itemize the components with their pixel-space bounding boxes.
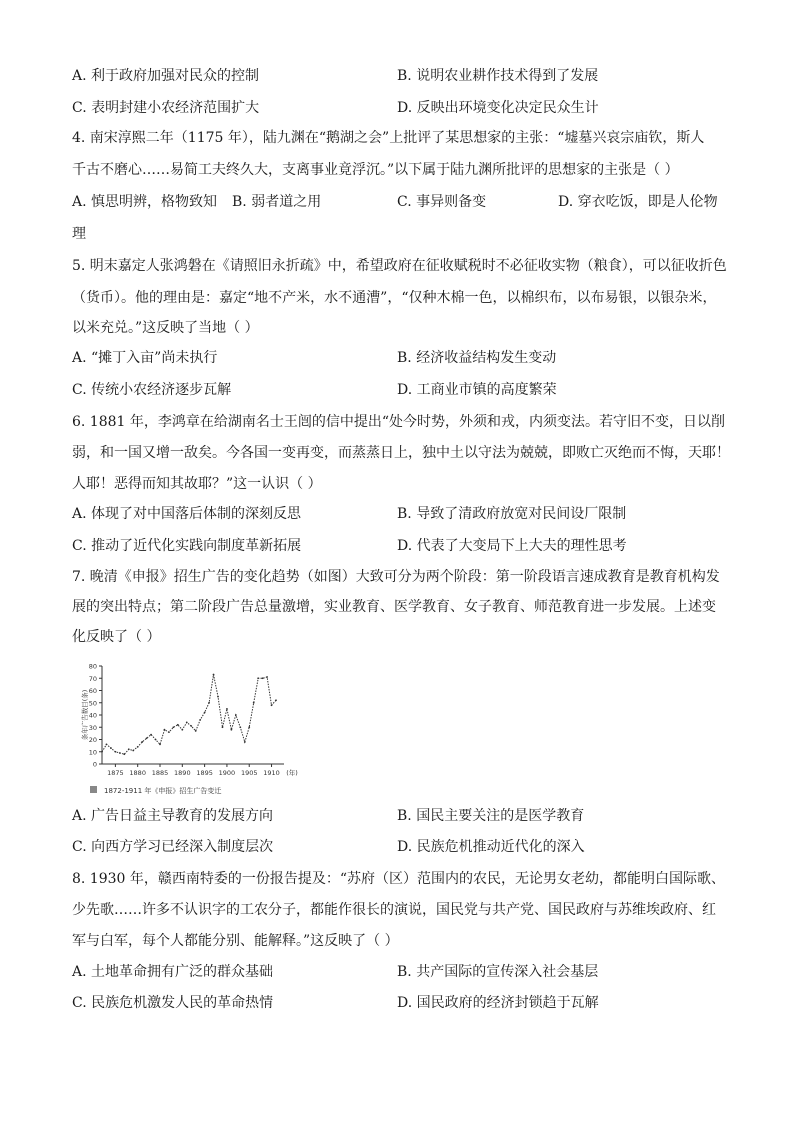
data-point xyxy=(128,748,130,750)
x-axis-unit: (年) xyxy=(286,769,298,777)
q5-stem-line1: 5. 明末嘉定人张鸿磐在《请照旧永折疏》中，希望政府在征收赋税时不必征收实物（粮食），可以征收折色 xyxy=(72,258,727,274)
q5-option-b: B. 经济收益结构发生变动 xyxy=(397,350,557,366)
x-tick-label: 1900 xyxy=(218,769,236,777)
q4-option-d-continued: 理 xyxy=(72,226,86,242)
data-point xyxy=(244,741,246,743)
data-point xyxy=(114,751,116,753)
q3-option-b: B. 说明农业耕作技术得到了发展 xyxy=(397,68,599,84)
y-tick-label: 70 xyxy=(88,674,97,683)
series-line xyxy=(102,675,276,755)
q4-option-b: B. 弱者道之用 xyxy=(232,194,322,210)
q8-stem-line2: 少先歌……许多不认识字的工农分子，都能作很长的演说，国民党与共产党、国民政府与苏维埃政府、红 xyxy=(72,902,716,918)
q7-stem-line1: 7. 晚清《申报》招生广告的变化趋势（如图）大致可分为两个阶段：第一阶段语言速成教育是教育机构发 xyxy=(72,569,720,585)
q6-option-b: B. 导致了清政府放宽对民间设厂限制 xyxy=(397,506,627,522)
data-point xyxy=(204,712,206,714)
data-point xyxy=(190,725,192,727)
q5-stem-line3: 以米充兑。”这反映了当地（ ） xyxy=(72,320,259,336)
data-point xyxy=(271,704,273,706)
data-point xyxy=(186,721,188,723)
y-tick-label: 0 xyxy=(92,760,97,769)
y-tick-label: 60 xyxy=(88,687,97,695)
q7-stem-line3: 化反映了（ ） xyxy=(72,629,161,645)
q7-option-b: B. 国民主要关注的是医学教育 xyxy=(397,808,585,824)
q3-option-a: A. 利于政府加强对民众的控制 xyxy=(72,68,260,84)
q8-option-c: C. 民族危机激发人民的革命热情 xyxy=(72,995,274,1011)
x-tick-label: 1875 xyxy=(107,769,124,777)
data-point xyxy=(101,751,103,753)
data-point xyxy=(248,726,250,728)
data-point xyxy=(155,739,157,741)
data-point xyxy=(172,726,174,728)
q7-option-c: C. 向西方学习已经深入制度层次 xyxy=(72,839,274,855)
q6-stem-line3: 人耶！恶得而知其故耶？”这一认识（ ） xyxy=(72,476,322,492)
data-point xyxy=(106,744,108,746)
data-point xyxy=(132,750,134,752)
data-point xyxy=(239,726,241,728)
q5-option-c: C. 传统小农经济逐步瓦解 xyxy=(72,382,232,398)
x-tick-label: 1880 xyxy=(129,769,146,777)
x-tick-label: 1885 xyxy=(151,769,169,777)
data-point xyxy=(146,737,148,739)
data-point xyxy=(150,734,152,736)
x-tick-label: 1905 xyxy=(240,769,258,777)
q3-option-d: D. 反映出环境变化决定民众生计 xyxy=(397,100,599,116)
q4-option-d: D. 穿衣吃饭，即是人伦物 xyxy=(558,194,718,210)
q8-option-d: D. 国民政府的经济封锁趋于瓦解 xyxy=(397,995,599,1011)
y-tick-label: 40 xyxy=(88,711,97,720)
q4-stem-line2: 千古不磨心……易简工夫终久大，支离事业竟浮沉。”以下属于陆九渊所批评的思想家的主张是（ ） xyxy=(72,162,679,178)
q4-option-a: A. 慎思明辨，格物致知 xyxy=(72,194,218,210)
data-point xyxy=(275,699,277,701)
data-point xyxy=(266,676,268,678)
data-point xyxy=(177,724,179,726)
data-point xyxy=(235,714,237,716)
data-point xyxy=(213,674,215,676)
y-tick-label: 80 xyxy=(88,662,97,671)
data-point xyxy=(110,747,112,749)
y-tick-label: 10 xyxy=(88,748,97,757)
data-point xyxy=(141,741,143,743)
q5-option-d: D. 工商业市镇的高度繁荣 xyxy=(397,382,557,398)
q6-stem-line1: 6. 1881 年，李鸿章在给湖南名士王闿的信中提出“处今时势，外须和戎，内须变法。若守旧不变，日以削 xyxy=(72,414,726,430)
data-point xyxy=(230,729,232,731)
data-point xyxy=(137,746,139,748)
q8-stem-line1: 8. 1930 年，赣西南特委的一份报告提及：“苏府（区）范围内的农民，无论男女老幼，都能明白国际歌、 xyxy=(72,871,726,887)
data-point xyxy=(181,729,183,731)
q7-option-a: A. 广告日益主导教育的发展方向 xyxy=(72,808,274,824)
chart-caption: 1872-1911 年《申报》招生广告变迁 xyxy=(104,787,222,795)
q5-option-a: A. “摊丁入亩”尚未执行 xyxy=(72,350,218,366)
q4-option-c: C. 事异则备变 xyxy=(397,194,487,210)
admissions-ad-chart xyxy=(80,660,300,802)
data-point xyxy=(123,753,125,755)
data-point xyxy=(226,708,228,710)
q6-stem-line2: 弱，和一国又增一敌矣。今各国一变再变，而蒸蒸日上，独中土以守法为兢兢，即败亡灭绝而不悔，天耶！ xyxy=(72,445,730,461)
data-point xyxy=(208,702,210,704)
q8-option-b: B. 共产国际的宣传深入社会基层 xyxy=(397,964,599,980)
q8-option-a: A. 土地革命拥有广泛的群众基础 xyxy=(72,964,274,980)
q7-stem-line2: 展的突出特点；第二阶段广告总量激增，实业教育、医学教育、女子教育、师范教育进一步发展。上述变 xyxy=(72,599,716,615)
q3-option-c: C. 表明封建小农经济范围扩大 xyxy=(72,100,260,116)
q5-stem-line2: （货币）。他的理由是：嘉定“地不产米，水不通漕”，“仅种木棉一色，以棉织布，以布易银，以银杂米， xyxy=(72,290,717,306)
q7-option-d: D. 民族危机推动近代化的深入 xyxy=(397,839,585,855)
data-point xyxy=(222,726,224,728)
q8-stem-line3: 军与白军，每个人都能分别、能解释。”这反映了（ ） xyxy=(72,933,399,949)
data-point xyxy=(159,744,161,746)
data-point xyxy=(253,702,255,704)
data-point xyxy=(119,752,121,754)
q4-stem-line1: 4. 南宋淳熙二年（1175 年），陆九渊在“鹅湖之会”上批评了某思想家的主张：“墟墓兴哀宗庙钦，斯人 xyxy=(72,130,705,146)
data-point xyxy=(199,719,201,721)
x-tick-label: 1895 xyxy=(196,769,213,777)
caption-marker xyxy=(90,786,97,793)
data-point xyxy=(262,677,264,679)
data-point xyxy=(164,729,166,731)
y-axis-label: 条年广告数目(条) xyxy=(81,689,89,741)
data-point xyxy=(257,677,259,679)
x-tick-label: 1910 xyxy=(263,769,280,777)
chart-svg xyxy=(80,660,300,802)
y-tick-label: 30 xyxy=(88,723,97,732)
y-tick-label: 20 xyxy=(88,736,97,744)
data-point xyxy=(168,731,170,733)
data-point xyxy=(195,730,197,732)
q6-option-a: A. 体现了对中国落后体制的深刻反思 xyxy=(72,506,302,522)
q6-option-c: C. 推动了近代化实践向制度革新拓展 xyxy=(72,538,302,554)
x-tick-label: 1890 xyxy=(174,769,191,777)
y-tick-label: 50 xyxy=(88,699,97,708)
q6-option-d: D. 代表了大变局下上大夫的理性思考 xyxy=(397,538,627,554)
data-point xyxy=(217,696,219,698)
